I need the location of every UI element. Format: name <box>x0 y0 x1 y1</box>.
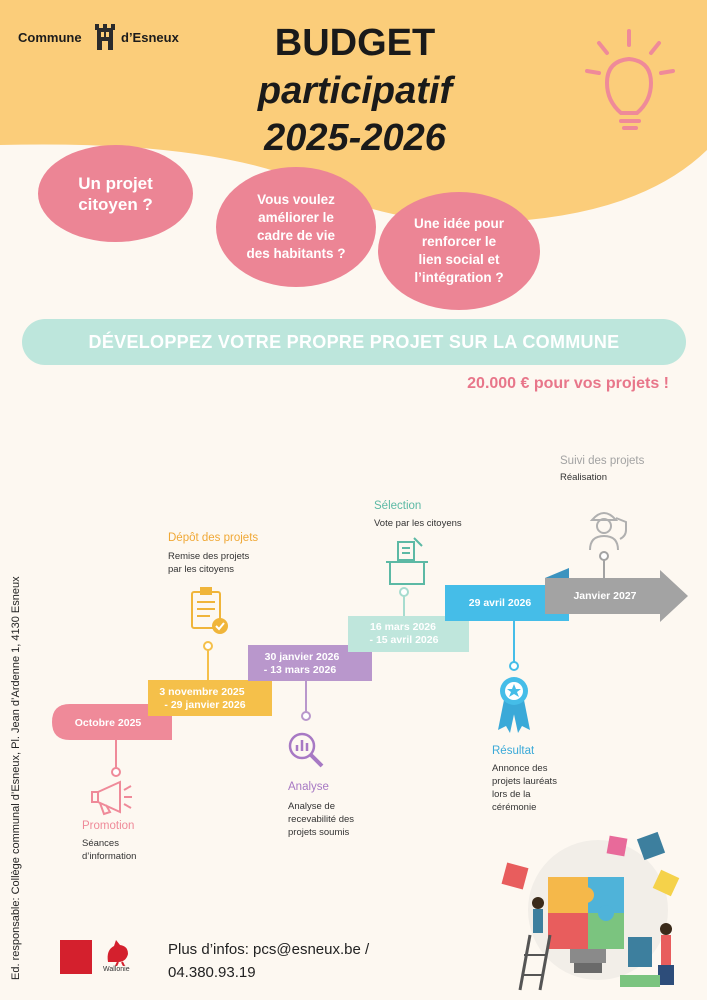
headline-banner: DÉVELOPPEZ VOTRE PROPRE PROJET SUR LA COMMUNE <box>22 319 686 365</box>
budget-amount: 20.000 € pour vos projets ! <box>467 375 669 392</box>
step-desc-promotion: Séances d’information <box>82 838 137 862</box>
step-date-1: Octobre 2025 <box>74 717 142 729</box>
wallonie-label: Wallonie <box>103 966 130 973</box>
question-bubble-2: Vous voulez améliorer le cadre de vie des habitants ? <box>216 167 376 287</box>
teamwork-puzzle-illustration <box>490 825 705 995</box>
step-date-6: Janvier 2027 <box>573 590 637 602</box>
checklist-icon <box>192 588 228 634</box>
step-title-resultat: Résultat <box>492 745 535 757</box>
step-title-analyse: Analyse <box>288 781 329 793</box>
step-date-5: 29 avril 2026 <box>468 597 532 609</box>
step-desc-selection: Vote par les citoyens <box>374 518 462 529</box>
question-bubble-1: Un projet citoyen ? <box>38 145 193 242</box>
title-budget: BUDGET <box>274 22 436 64</box>
pcs-logo <box>60 940 92 974</box>
step-date-4a: 16 mars 2026 <box>370 621 436 633</box>
award-ribbon-icon <box>498 677 530 733</box>
step-title-promotion: Promotion <box>82 820 135 832</box>
step-date-3b: - 13 mars 2026 <box>263 664 337 676</box>
step-desc-suivi: Réalisation <box>560 472 607 483</box>
step-title-suivi: Suivi des projets <box>560 455 645 467</box>
step-date-2a: 3 novembre 2025 <box>159 686 245 698</box>
step-date-3a: 30 janvier 2026 <box>264 651 340 663</box>
question-bubble-3: Une idée pour renforcer le lien social et l’intégration ? <box>378 192 540 310</box>
contact-info: Plus d’infos: pcs@esneux.be / 04.380.93.19 <box>168 941 370 981</box>
step-desc-resultat: Annonce des projets lauréats lors de la cérémonie <box>492 763 557 813</box>
step-date-4b: - 15 avril 2026 <box>369 634 439 646</box>
title-years: 2025-2026 <box>264 117 446 159</box>
step-desc-depot: Remise des projets par les citoyens <box>168 551 250 575</box>
ballot-box-icon <box>386 538 428 584</box>
step-desc-analyse: Analyse de recevabilité des projets soumis <box>288 801 355 838</box>
step-date-2b: - 29 janvier 2026 <box>164 699 246 711</box>
logo-text-esneux: d’Esneux <box>121 30 179 45</box>
worker-icon <box>590 513 626 550</box>
wallonie-rooster-icon <box>102 936 132 966</box>
step-title-selection: Sélection <box>374 500 422 512</box>
logo-text-commune: Commune <box>18 30 82 45</box>
editor-responsible-note: Ed. responsable: Collège communal d’Esneux, Pl. Jean d’Ardenne 1, 4130 Esneux <box>10 576 22 980</box>
megaphone-icon <box>92 782 132 814</box>
magnifier-chart-icon <box>290 734 322 766</box>
title-participatif: participatif <box>257 70 453 112</box>
step-title-depot: Dépôt des projets <box>168 532 259 544</box>
